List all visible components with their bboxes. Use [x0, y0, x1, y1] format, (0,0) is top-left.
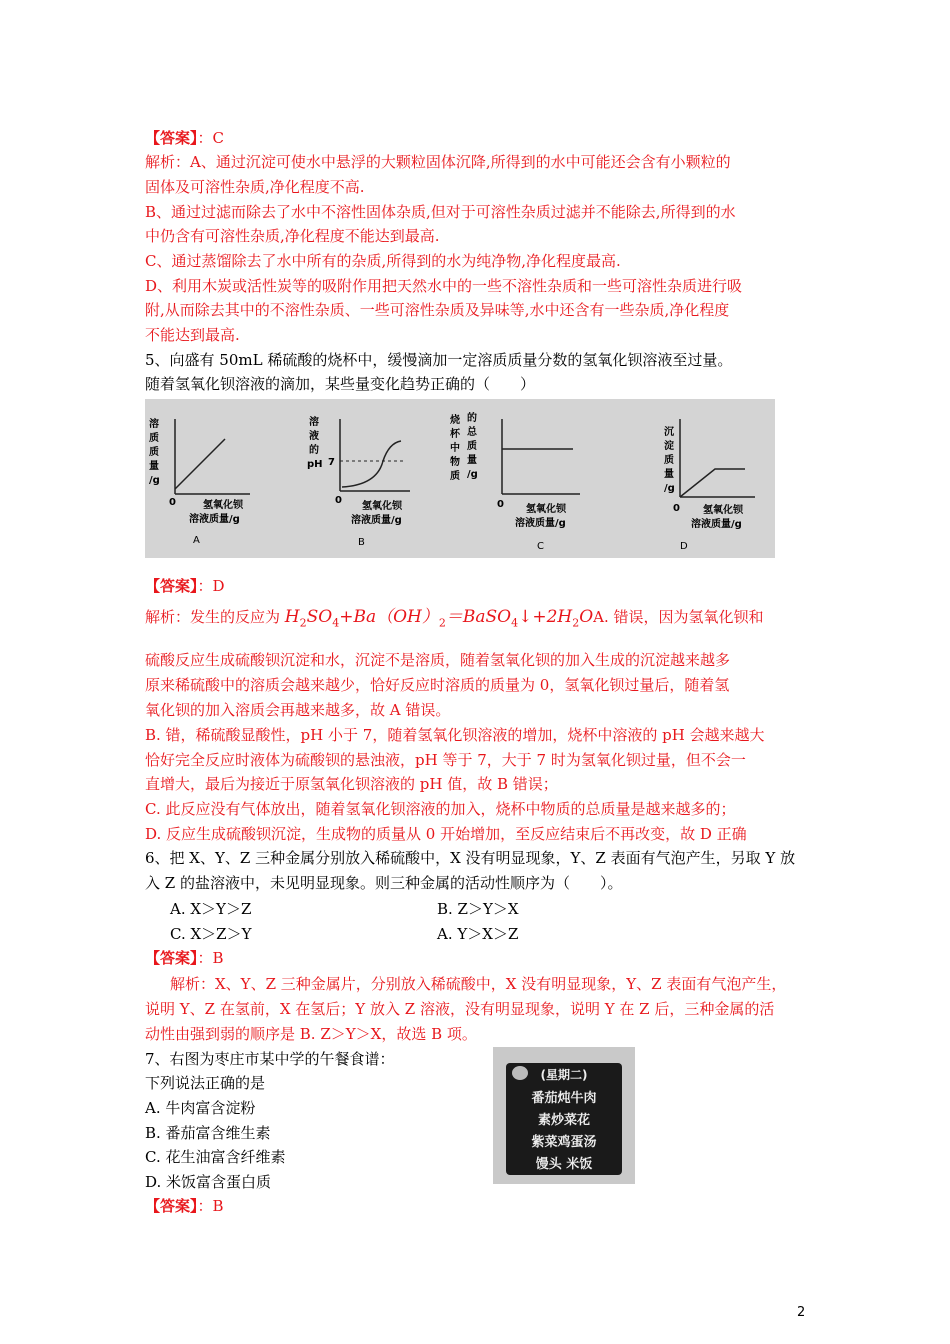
formula-part: ＝ [445, 607, 463, 627]
q7-answer [145, 1194, 224, 1218]
q5-explain-line: 氧化钡的加入溶质会再越来越多，故 A 错误。 [145, 701, 451, 719]
formula-part: ） [421, 607, 439, 627]
graph-c-ylabel: 杯 [450, 429, 460, 440]
graph-d-letter: D [680, 541, 688, 552]
graph-b-ref-7: 7 [328, 457, 335, 468]
graph-a-origin: 0 [169, 497, 176, 508]
answer-label: 【答案】 [145, 949, 198, 967]
graph-b-ylabel: 液 [309, 431, 319, 442]
q6-question-line: 6、把 X、Y、Z 三种金属分别放入稀硫酸中，X 没有明显现象，Y、Z 表面有气泡产生，另取 Y 放 [145, 849, 796, 867]
menu-item: 紫菜鸡蛋汤 [531, 1135, 597, 1150]
formula-part: SO [306, 607, 333, 627]
q4-explain-line: B、通过过滤而除去了水中不溶性固体杂质,但对于可溶性杂质过滤并不能除去,所得到的水 [145, 203, 736, 221]
graph-c-ylabel: /g [467, 469, 478, 480]
graph-a-ylabel: 溶 [149, 419, 159, 430]
graph-d-xlabel: 溶液质量/g [691, 519, 742, 530]
menu-item: 素炒菜花 [537, 1113, 590, 1128]
answer-value: ：B [197, 949, 224, 967]
graph-c-letter: C [537, 541, 544, 552]
graph-c-origin: 0 [497, 499, 504, 510]
graph-a-ylabel: 质 [149, 433, 159, 444]
formula-sub: 4 [332, 616, 340, 630]
answer-label: 【答案】 [145, 577, 198, 595]
formula-part: BaSO [462, 607, 512, 627]
q4-explain-line: 附,从而除去其中的不溶性杂质、一些可溶性杂质及异味等,水中还含有一些杂质,净化程度 [145, 301, 730, 319]
q4-explain-line: 中仍含有可溶性杂质,净化程度不能达到最高. [145, 227, 440, 245]
graph-c-ylabel: 量 [467, 455, 477, 466]
menu-item: 馒头 米饭 [535, 1157, 593, 1172]
q6-question-line: 入 Z 的盐溶液中，未见明显现象。则三种金属的活动性顺序为（ ）。 [145, 874, 623, 892]
graph-d-ylabel: 量 [664, 469, 674, 480]
lunch-menu-photo [493, 1047, 635, 1184]
formula-sub: 4 [511, 616, 519, 630]
formula-part: ↓+2 [518, 607, 558, 627]
formula-sub: 2 [438, 616, 446, 630]
graph-d-ylabel: /g [664, 483, 675, 494]
graph-b-ylabel: 的 [309, 445, 319, 456]
graph-d-origin: 0 [673, 503, 680, 514]
q4-explain-line: 不能达到最高. [145, 326, 240, 344]
graph-c-ylabel: 中 [450, 443, 460, 454]
graph-a-letter: A [193, 535, 200, 546]
q5-explain-formula-line [145, 603, 764, 637]
graph-d-ylabel: 质 [664, 455, 674, 466]
graph-a-xlabel: 溶液质量/g [189, 514, 240, 525]
q6-explain-line: 说明 Y、Z 在氢前，X 在氢后；Y 放入 Z 溶液，没有明显现象，说明 Y 在 Z 后，三种金属的活 [145, 1000, 775, 1018]
menu-item: 番茄炖牛肉 [531, 1091, 597, 1106]
graph-b-letter: B [358, 537, 365, 548]
graph-d-xlabel: 氢氧化钡 [703, 505, 743, 516]
graph-b-origin: 0 [335, 495, 342, 506]
reaction-formula [284, 607, 594, 630]
graph-c [450, 411, 580, 552]
q4-explain-line: 固体及可溶性杂质,净化程度不高. [145, 178, 365, 196]
graph-c-ylabel: 质 [450, 471, 460, 482]
graph-a [149, 417, 250, 546]
q5-explain-line: 硫酸反应生成硫酸钡沉淀和水，沉淀不是溶质，随着氢氧化钡的加入生成的沉淀越来越多 [145, 651, 731, 669]
graph-d-ylabel: 淀 [664, 441, 674, 452]
q5-question-line: 5、向盛有 50mL 稀硫酸的烧杯中，缓慢滴加一定溶质质量分数的氢氧化钡溶液至过量。 [145, 351, 733, 369]
graph-d [663, 419, 755, 552]
answer-value: ：B [197, 1197, 224, 1215]
graph-b-ylabel: 溶 [309, 417, 319, 428]
graph-b-ylabel: pH [307, 459, 323, 470]
q5-explain-line: 原来稀硫酸中的溶质会越来越少，恰好反应时溶质的质量为 0，氢氧化钡过量后，随着氢 [145, 676, 730, 694]
q7-option-a: A. 牛肉富含淀粉 [145, 1099, 256, 1117]
graph-a-ylabel: 量 [149, 461, 159, 472]
graph-b-xlabel: 溶液质量/g [351, 515, 402, 526]
answer-label: 【答案】 [145, 1197, 198, 1215]
graph-c-ylabel: 物 [450, 457, 460, 468]
formula-sub: 2 [299, 616, 307, 630]
q5-explain-line: B. 错，稀硫酸显酸性，pH 小于 7，随着氢氧化钡溶液的增加，烧杯中溶液的 pH 会越来越大 [145, 726, 765, 744]
answer-value: ：C [197, 129, 224, 147]
page-number: 2 [797, 1305, 806, 1320]
answer-label: 【答案】 [145, 129, 198, 147]
q6-option-b: B. Z＞Y＞X [437, 900, 519, 918]
q5-answer [145, 574, 225, 598]
q7-question-line: 下列说法正确的是 [145, 1074, 266, 1092]
q4-explain-line: C、通过蒸馏除去了水中所有的杂质,所得到的水为纯净物,净化程度最高. [145, 252, 621, 270]
q7-option-b: B. 番茄富含维生素 [145, 1124, 271, 1142]
formula-part: O [579, 607, 594, 627]
q6-option-d: A. Y＞X＞Z [437, 925, 519, 943]
graph-a-ylabel: /g [149, 475, 160, 486]
q7-option-d: D. 米饭富含蛋白质 [145, 1173, 272, 1191]
q5-explain-line: 恰好完全反应时液体为硫酸钡的悬浊液，pH 等于 7，大于 7 时为氢氧化钡过量，但不会一 [145, 751, 746, 769]
graph-c-ylabel: 的 [467, 413, 477, 424]
graph-a-ylabel: 质 [149, 447, 159, 458]
formula-part: H [284, 607, 300, 627]
graph-c-ylabel: 质 [467, 441, 477, 452]
q5-explain-line: D. 反应生成硫酸钡沉淀，生成物的质量从 0 开始增加，至反应结束后不再改变，故 D 正确 [145, 825, 747, 843]
formula-part: H [557, 607, 573, 627]
menu-board [506, 1063, 622, 1175]
q6-explain-line: 动性由强到弱的顺序是 B. Z＞Y＞X，故选 B 项。 [145, 1025, 477, 1043]
q4-explain-line: D、利用木炭或活性炭等的吸附作用把天然水中的一些不溶性杂质和一些可溶性杂质进行吸 [145, 277, 743, 295]
formula-part: +Ba（ [339, 607, 394, 627]
q4-answer [145, 126, 224, 150]
formula-sub: 2 [572, 616, 580, 630]
q6-answer [145, 946, 224, 970]
graph-a-xlabel: 氢氧化钡 [203, 500, 243, 511]
q6-explain-line: 解析：X、Y、Z 三种金属片，分别放入稀硫酸中，X 没有明显现象，Y、Z 表面有气泡产生， [170, 975, 787, 993]
answer-value: ：D [197, 577, 225, 595]
graph-c-ylabel: 总 [467, 427, 477, 438]
graph-c-xlabel: 溶液质量/g [515, 518, 566, 529]
explain-suffix: A. 错误，因为氢氧化钡和 [593, 608, 764, 626]
q5-explain-line: 直增大，最后为接近于原氢氧化钡溶液的 pH 值，故 B 错误； [145, 775, 558, 793]
graph-b-xlabel: 氢氧化钡 [362, 501, 402, 512]
q5-graphs-figure [145, 399, 775, 558]
explain-prefix: 解析：发生的反应为 [145, 608, 281, 626]
q5-question-line: 随着氢氧化钡溶液的滴加，某些量变化趋势正确的（ ） [145, 375, 536, 393]
graph-c-ylabel: 烧 [450, 415, 460, 426]
menu-day: (星期二) [540, 1068, 588, 1082]
graph-c-xlabel: 氢氧化钡 [526, 504, 566, 515]
q5-explain-line: C. 此反应没有气体放出，随着氢氧化钡溶液的加入，烧杯中物质的总质量是越来越多的； [145, 800, 736, 818]
graph-d-ylabel: 沉 [664, 427, 674, 438]
q7-option-c: C. 花生油富含纤维素 [145, 1148, 286, 1166]
q4-explain-line: 解析：A、通过沉淀可使水中悬浮的大颗粒固体沉降,所得到的水中可能还会含有小颗粒的 [145, 153, 731, 171]
formula-part: OH [393, 607, 422, 627]
q6-option-a: A. X＞Y＞Z [170, 900, 252, 918]
graph-b [307, 415, 410, 548]
q7-question-line: 7、右图为枣庄市某中学的午餐食谱： [145, 1050, 395, 1068]
q6-option-c: C. X＞Z＞Y [170, 925, 252, 943]
